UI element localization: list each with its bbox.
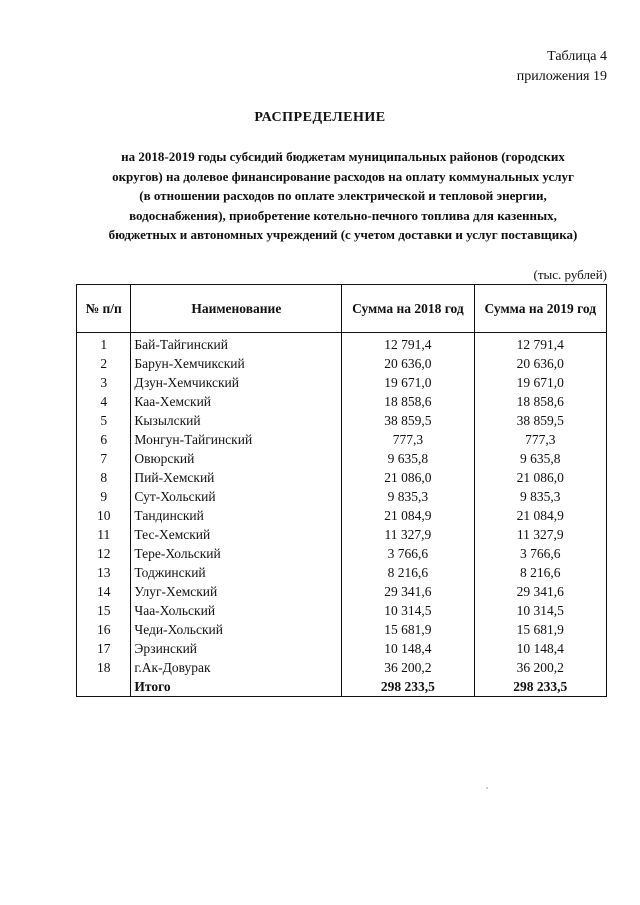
cell-number: 7 xyxy=(77,449,131,468)
table-row xyxy=(77,449,607,468)
table-row xyxy=(77,430,607,449)
table-row xyxy=(77,333,607,355)
cell-number: 5 xyxy=(77,411,131,430)
cell-amount-2018: 9 635,8 xyxy=(342,449,474,468)
cell-name: Барун-Хемчикский xyxy=(131,354,342,373)
cell-total-2018: 298 233,5 xyxy=(342,677,474,697)
table-total-row xyxy=(77,677,607,697)
cell-name: Чеди-Хольский xyxy=(131,620,342,639)
table-row xyxy=(77,468,607,487)
cell-amount-2019: 38 859,5 xyxy=(474,411,606,430)
table-row xyxy=(77,506,607,525)
cell-name: Каа-Хемский xyxy=(131,392,342,411)
table-row xyxy=(77,563,607,582)
cell-amount-2019: 10 314,5 xyxy=(474,601,606,620)
cell-amount-2019: 20 636,0 xyxy=(474,354,606,373)
cell-number: 14 xyxy=(77,582,131,601)
cell-amount-2018: 21 084,9 xyxy=(342,506,474,525)
cell-name: Тес-Хемский xyxy=(131,525,342,544)
cell-number: 13 xyxy=(77,563,131,582)
cell-amount-2018: 11 327,9 xyxy=(342,525,474,544)
cell-number: 17 xyxy=(77,639,131,658)
cell-amount-2018: 38 859,5 xyxy=(342,411,474,430)
cell-number: 9 xyxy=(77,487,131,506)
table-row xyxy=(77,411,607,430)
cell-amount-2019: 15 681,9 xyxy=(474,620,606,639)
table-row xyxy=(77,601,607,620)
cell-amount-2019: 21 086,0 xyxy=(474,468,606,487)
cell-number: 10 xyxy=(77,506,131,525)
cell-number: 2 xyxy=(77,354,131,373)
cell-name: Бай-Тайгинский xyxy=(131,333,342,355)
cell-name: Улуг-Хемский xyxy=(131,582,342,601)
table-row xyxy=(77,582,607,601)
table-body xyxy=(77,333,607,697)
cell-amount-2019: 36 200,2 xyxy=(474,658,606,677)
table-row xyxy=(77,392,607,411)
cell-amount-2019: 21 084,9 xyxy=(474,506,606,525)
cell-amount-2018: 10 314,5 xyxy=(342,601,474,620)
cell-name: г.Ак-Довурак xyxy=(131,658,342,677)
cell-number: 4 xyxy=(77,392,131,411)
cell-amount-2018: 10 148,4 xyxy=(342,639,474,658)
cell-number: 8 xyxy=(77,468,131,487)
cell-number: 11 xyxy=(77,525,131,544)
cell-amount-2018: 777,3 xyxy=(342,430,474,449)
cell-number: 6 xyxy=(77,430,131,449)
cell-total-2019: 298 233,5 xyxy=(474,677,606,697)
cell-amount-2019: 12 791,4 xyxy=(474,333,606,355)
cell-amount-2018: 20 636,0 xyxy=(342,354,474,373)
cell-amount-2019: 10 148,4 xyxy=(474,639,606,658)
cell-amount-2019: 777,3 xyxy=(474,430,606,449)
table-row xyxy=(77,658,607,677)
units-note: (тыс. рублей) xyxy=(533,267,607,282)
cell-name: Овюрский xyxy=(131,449,342,468)
cell-amount-2018: 9 835,3 xyxy=(342,487,474,506)
cell-amount-2019: 9 835,3 xyxy=(474,487,606,506)
cell-amount-2018: 3 766,6 xyxy=(342,544,474,563)
subtitle-line: округов) на долевое финансирование расходов на оплату коммунальных услуг xyxy=(112,168,574,184)
cell-amount-2018: 21 086,0 xyxy=(342,468,474,487)
column-header-number: № п/п xyxy=(77,285,131,333)
column-header-name: Наименование xyxy=(131,285,342,333)
scan-speck xyxy=(486,787,488,789)
document-title: РАСПРЕДЕЛЕНИЕ xyxy=(254,110,386,125)
cell-amount-2018: 36 200,2 xyxy=(342,658,474,677)
cell-number: 1 xyxy=(77,333,131,355)
cell-number: 3 xyxy=(77,373,131,392)
table-row xyxy=(77,639,607,658)
column-header-2019: Сумма на 2019 год xyxy=(474,285,606,333)
cell-amount-2019: 19 671,0 xyxy=(474,373,606,392)
table-row xyxy=(77,373,607,392)
cell-name: Кызылский xyxy=(131,411,342,430)
subtitle-line: на 2018-2019 годы субсидий бюджетам муниципальных районов (городских xyxy=(121,149,565,164)
cell-total-number xyxy=(77,677,131,697)
cell-name: Дзун-Хемчикский xyxy=(131,373,342,392)
appendix-number: приложения 19 xyxy=(516,69,607,84)
cell-total-label: Итого xyxy=(131,677,342,697)
column-header-2018: Сумма на 2018 год xyxy=(342,285,474,333)
cell-amount-2018: 18 858,6 xyxy=(342,392,474,411)
table-row xyxy=(77,544,607,563)
subtitle-line: (в отношении расходов по оплате электрической и тепловой энергии, xyxy=(139,188,547,203)
subtitle-line: водоснабжения), приобретение котельно-печного топлива для казенных, xyxy=(129,207,557,223)
cell-number: 18 xyxy=(77,658,131,677)
table-row xyxy=(77,354,607,373)
cell-name: Тере-Хольский xyxy=(131,544,342,563)
cell-amount-2019: 11 327,9 xyxy=(474,525,606,544)
cell-amount-2019: 9 635,8 xyxy=(474,449,606,468)
table-reference xyxy=(517,47,607,87)
cell-name: Пий-Хемский xyxy=(131,468,342,487)
cell-amount-2019: 18 858,6 xyxy=(474,392,606,411)
table-row xyxy=(77,525,607,544)
cell-name: Чаа-Хольский xyxy=(131,601,342,620)
table-row xyxy=(77,487,607,506)
cell-name: Эрзинский xyxy=(131,639,342,658)
subsidy-table xyxy=(76,284,607,697)
cell-name: Сут-Хольский xyxy=(131,487,342,506)
table-number: Таблица 4 xyxy=(547,49,607,64)
cell-amount-2018: 29 341,6 xyxy=(342,582,474,601)
cell-name: Тандинский xyxy=(131,506,342,525)
cell-amount-2018: 8 216,6 xyxy=(342,563,474,582)
cell-amount-2018: 15 681,9 xyxy=(342,620,474,639)
cell-amount-2019: 3 766,6 xyxy=(474,544,606,563)
subtitle-line: бюджетных и автономных учреждений (с учетом доставки и услуг поставщика) xyxy=(108,227,578,242)
cell-number: 15 xyxy=(77,601,131,620)
cell-number: 12 xyxy=(77,544,131,563)
table-header-row xyxy=(77,285,607,333)
cell-amount-2019: 8 216,6 xyxy=(474,563,606,582)
cell-amount-2019: 29 341,6 xyxy=(474,582,606,601)
cell-amount-2018: 19 671,0 xyxy=(342,373,474,392)
table-row xyxy=(77,620,607,639)
cell-name: Тоджинский xyxy=(131,563,342,582)
cell-number: 16 xyxy=(77,620,131,639)
cell-name: Монгун-Тайгинский xyxy=(131,430,342,449)
document-subtitle xyxy=(78,147,608,245)
cell-amount-2018: 12 791,4 xyxy=(342,333,474,355)
